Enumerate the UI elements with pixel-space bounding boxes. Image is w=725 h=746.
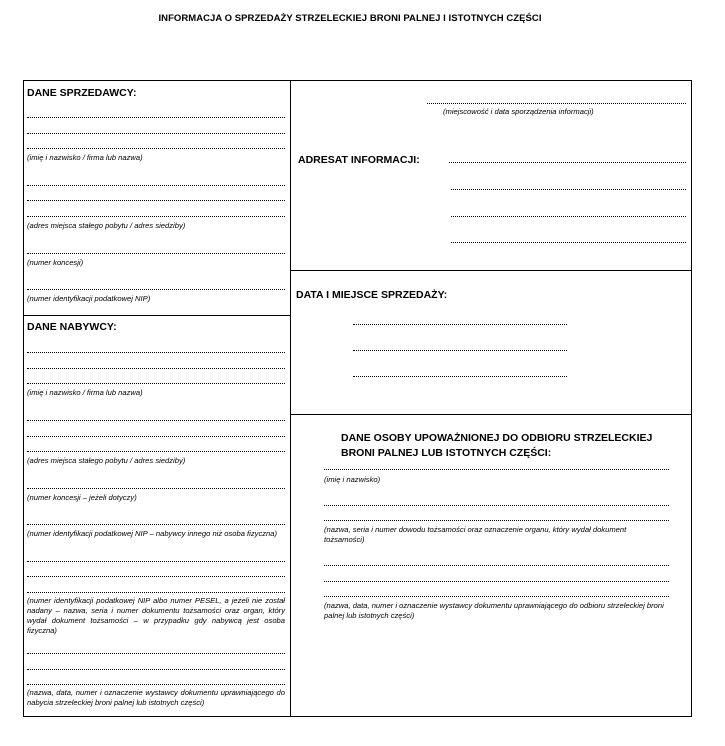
authorized-heading-line-2: BRONI PALNEJ LUB ISTOTNYCH CZĘŚCI: — [341, 447, 552, 459]
addressee-sale-divider — [290, 270, 692, 271]
buyer-license-caption: (numer koncesji – jeżeli dotyczy) — [27, 493, 137, 502]
sale-heading: DATA I MIEJSCE SPRZEDAŻY: — [296, 289, 448, 301]
authorized-heading-line-1: DANE OSOBY UPOWAŻNIONEJ DO ODBIORU STRZELECKIEJ — [341, 432, 653, 444]
authorized-id-caption: (nazwa, seria i numer dowodu tożsamości oraz oznaczenie organu, który wydał dokument tożsamości) — [324, 525, 627, 544]
buyer-nip-line[interactable] — [27, 524, 285, 525]
document-title: INFORMACJA O SPRZEDAŻY STRZELECKIEJ BRONI PALNEJ I ISTOTNYCH CZĘŚCI — [158, 13, 542, 24]
authorized-id-line-1[interactable] — [324, 505, 669, 506]
buyer-pesel-line-1[interactable] — [27, 561, 285, 562]
authorized-heading — [341, 431, 652, 461]
seller-buyer-divider — [23, 315, 290, 316]
place-date-line[interactable] — [427, 103, 686, 104]
sale-line-3[interactable] — [353, 376, 567, 377]
buyer-permit-caption: (nazwa, data, numer i oznaczenie wystawcy dokumentu uprawniającego do nabycia strzeleckiej broni palnej lub istotnych części) — [27, 688, 285, 707]
authorized-auth-line-3[interactable] — [324, 596, 669, 597]
place-date-caption: (miejscowość i data sporządzenia informacji) — [443, 107, 594, 116]
authorized-id-line-2[interactable] — [324, 520, 669, 521]
authorized-auth-line-1[interactable] — [324, 565, 669, 566]
buyer-address-line-3[interactable] — [27, 451, 285, 452]
addressee-line-3[interactable] — [451, 216, 686, 217]
buyer-pesel-line-3[interactable] — [27, 592, 285, 593]
seller-address-line-3[interactable] — [27, 216, 285, 217]
sale-line-2[interactable] — [353, 350, 567, 351]
buyer-name-line-3[interactable] — [27, 383, 285, 384]
seller-name-line-1[interactable] — [27, 117, 285, 118]
addressee-heading: ADRESAT INFORMACJI: — [298, 154, 420, 166]
seller-nip-line[interactable] — [27, 289, 285, 290]
seller-address-line-1[interactable] — [27, 185, 285, 186]
sale-authorized-divider — [290, 414, 692, 415]
buyer-address-line-2[interactable] — [27, 436, 285, 437]
buyer-nip-caption: (numer identyfikacji podatkowej NIP – nabywcy innego niż osoba fizyczna) — [27, 529, 278, 538]
seller-name-caption: (imię i nazwisko / firma lub nazwa) — [27, 153, 143, 162]
addressee-line-1[interactable] — [449, 162, 686, 163]
authorized-name-caption: (imię i nazwisko) — [324, 475, 381, 484]
seller-name-line-2[interactable] — [27, 133, 285, 134]
seller-license-line[interactable] — [27, 253, 285, 254]
buyer-heading: DANE NABYWCY: — [27, 321, 117, 333]
buyer-permit-line-2[interactable] — [27, 669, 285, 670]
seller-license-caption: (numer koncesji) — [27, 258, 84, 267]
buyer-name-line-2[interactable] — [27, 368, 285, 369]
seller-address-caption: (adres miejsca stałego pobytu / adres siedziby) — [27, 221, 186, 230]
sale-line-1[interactable] — [353, 324, 567, 325]
seller-name-line-3[interactable] — [27, 148, 285, 149]
buyer-permit-line-1[interactable] — [27, 653, 285, 654]
seller-heading: DANE SPRZEDAWCY: — [27, 87, 137, 99]
seller-address-line-2[interactable] — [27, 200, 285, 201]
buyer-address-line-1[interactable] — [27, 420, 285, 421]
buyer-name-line-1[interactable] — [27, 352, 285, 353]
buyer-license-line[interactable] — [27, 488, 285, 489]
buyer-pesel-caption: (numer identyfikacji podatkowej NIP albo numer PESEL, a jeżeli nie został nadany – nazwa, seria i numer dokumentu tożsamości oraz organ, który wydał dokument tożsamości – w przypadku gdy nabywcą jest osoba fizyczna) — [27, 596, 285, 635]
authorized-auth-line-2[interactable] — [324, 581, 669, 582]
addressee-line-4[interactable] — [451, 242, 686, 243]
buyer-permit-line-3[interactable] — [27, 684, 285, 685]
authorized-auth-caption: (nazwa, data, numer i oznaczenie wystawcy dokumentu uprawniającego do odbioru strzeleckiej broni palnej lub istotnych części) — [324, 601, 664, 620]
buyer-pesel-line-2[interactable] — [27, 576, 285, 577]
buyer-name-caption: (imię i nazwisko / firma lub nazwa) — [27, 388, 143, 397]
column-divider — [290, 80, 291, 717]
authorized-name-line[interactable] — [324, 469, 669, 470]
buyer-address-caption: (adres miejsca stałego pobytu / adres siedziby) — [27, 456, 186, 465]
addressee-line-2[interactable] — [451, 189, 686, 190]
seller-nip-caption: (numer identyfikacji podatkowej NIP) — [27, 294, 151, 303]
